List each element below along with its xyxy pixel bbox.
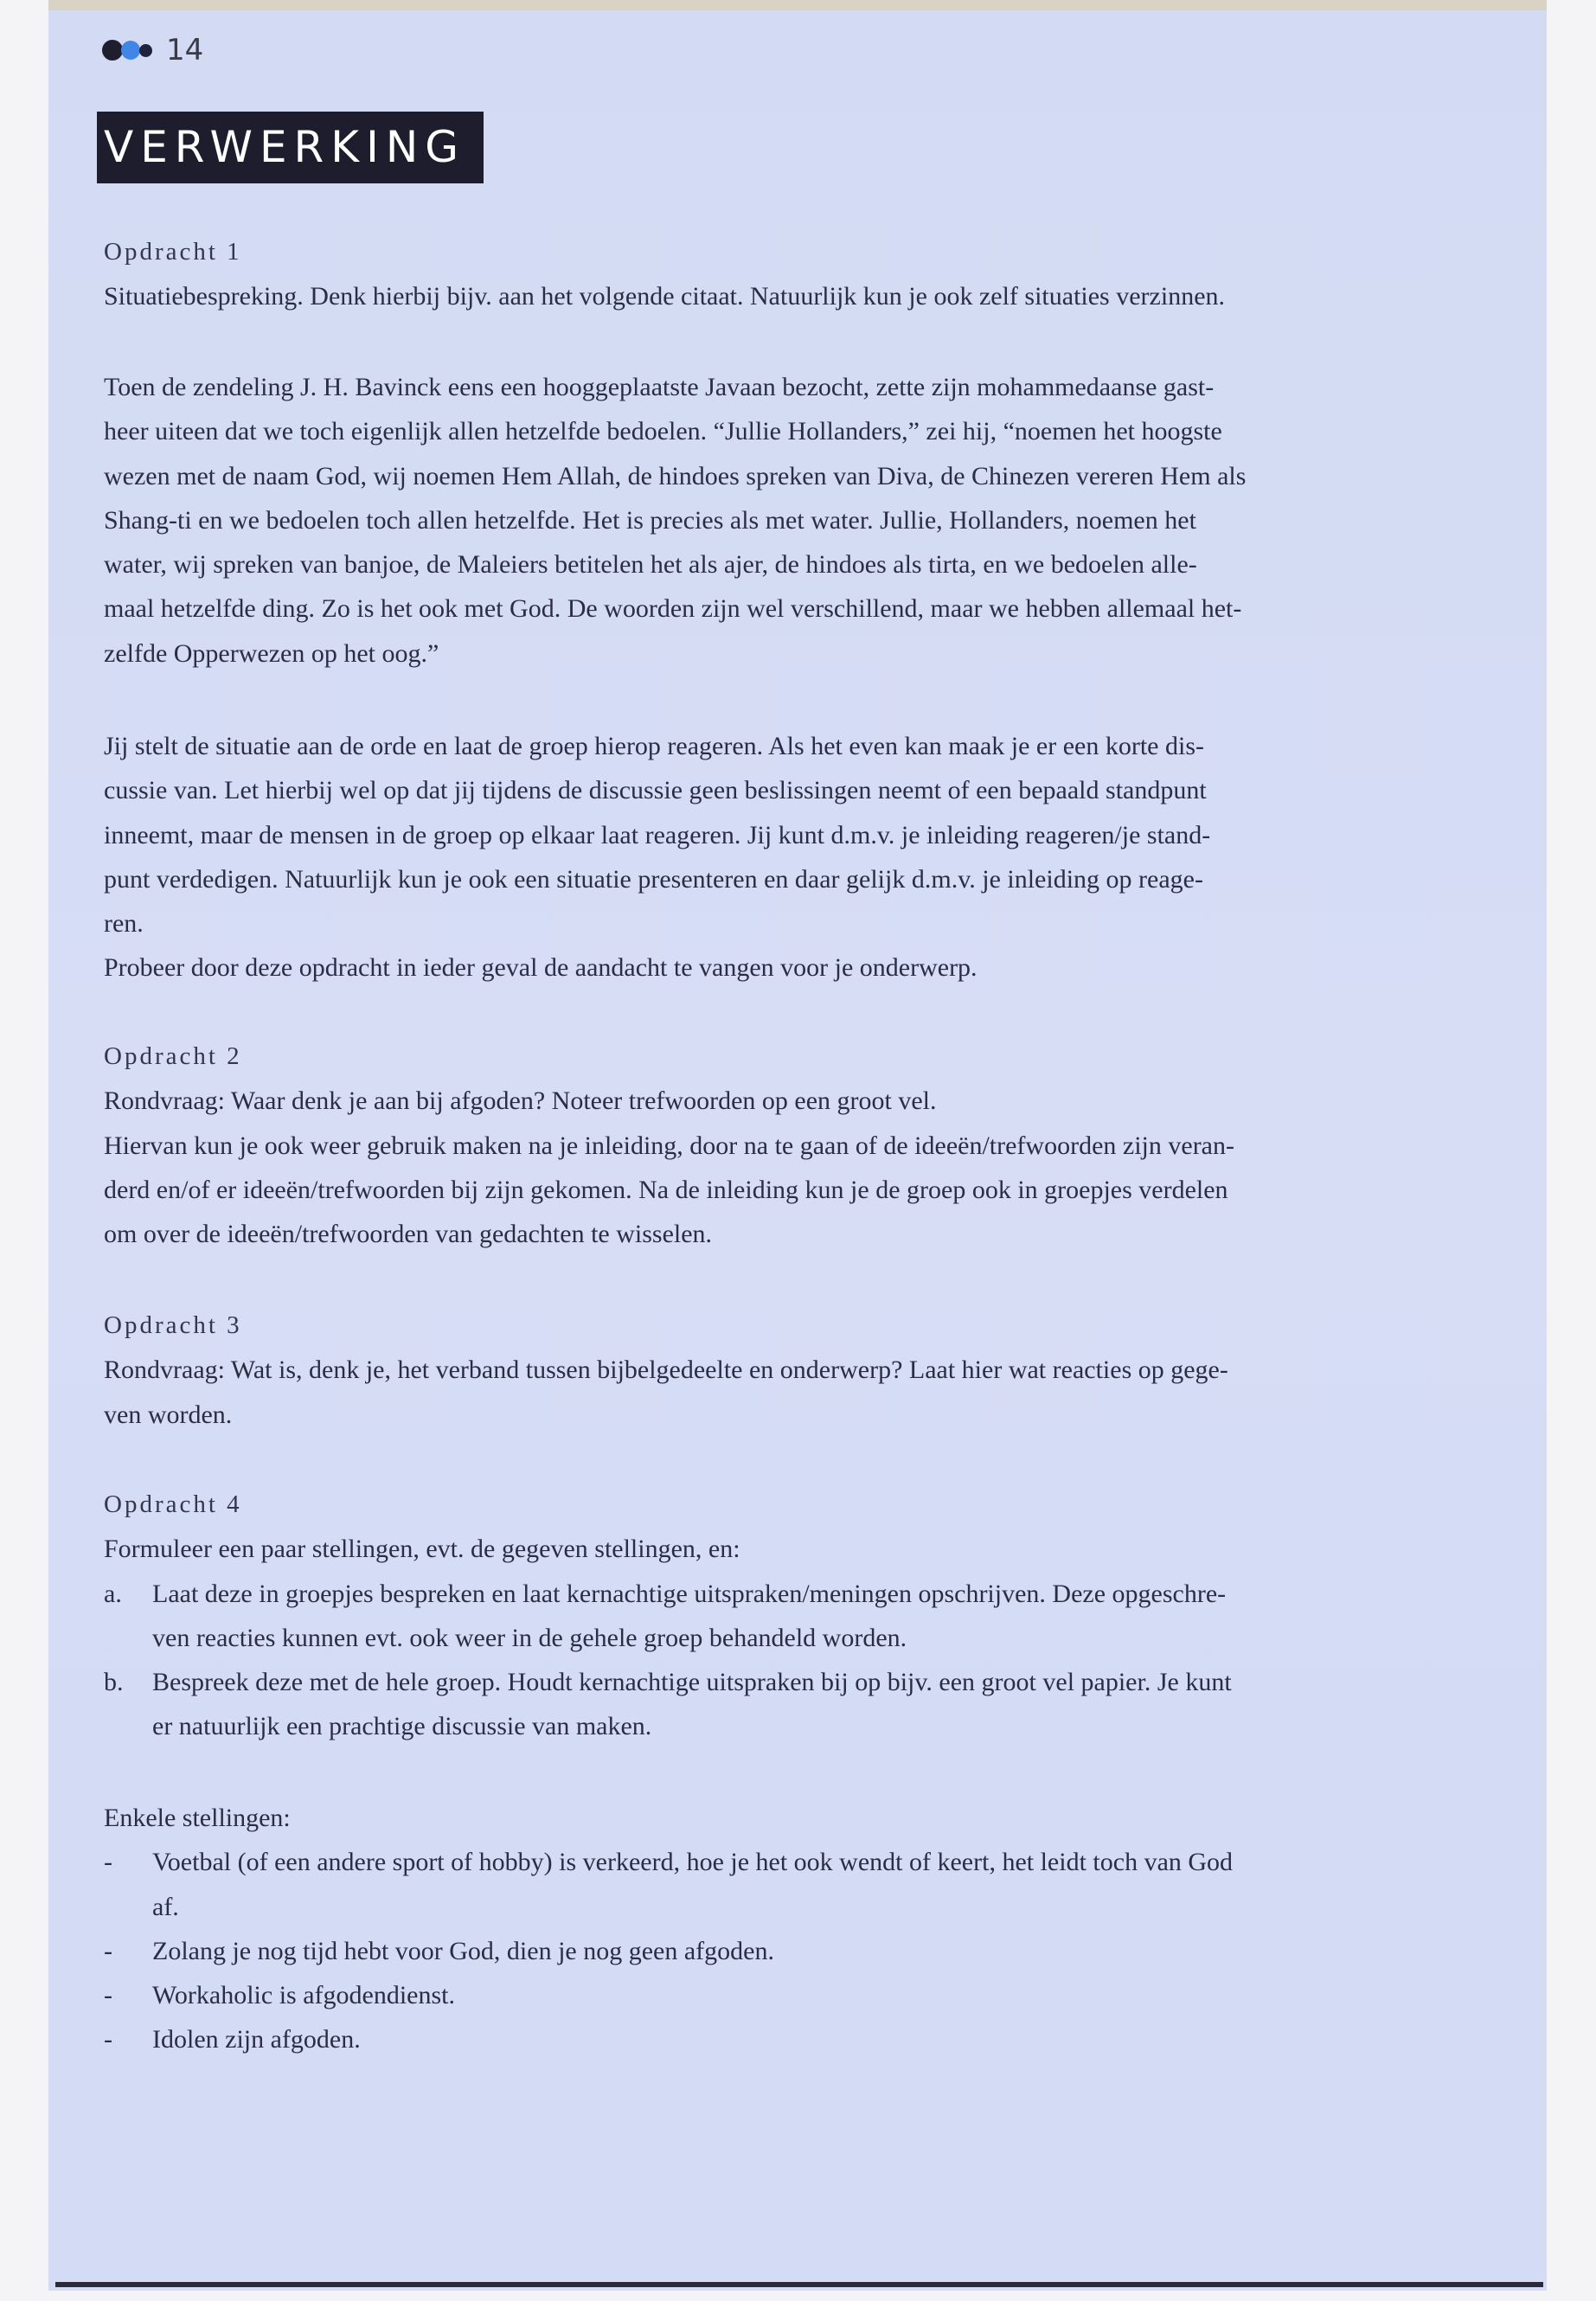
- text-line: Idolen zijn afgoden.: [152, 2025, 361, 2054]
- text-line: om over de ideeën/trefwoorden van gedachten te wisselen.: [104, 1220, 713, 1249]
- text-line: punt verdedigen. Natuurlijk kun je ook een situatie presenteren en daar gelijk d.m.v. je inleiding op reage-: [104, 864, 1203, 894]
- list-marker: b.: [104, 1668, 124, 1697]
- dot-icon: [121, 41, 140, 60]
- opdracht-2: [104, 1035, 1471, 1256]
- text-line: cussie van. Let hierbij wel op dat jij tijdens de discussie geen beslissingen neemt of een bepaald standpunt: [104, 776, 1207, 805]
- page-bottom-edge: [55, 2282, 1543, 2287]
- dot-icon: [102, 40, 123, 61]
- opdracht-heading: Opdracht 4: [104, 1490, 242, 1518]
- opdracht-intro: Situatiebespreking. Denk hierbij bijv. aan het volgende citaat. Natuurlijk kun je ook zelf situaties verzinnen.: [104, 282, 1226, 311]
- stellingen-heading: Enkele stellingen:: [104, 1804, 291, 1832]
- text-line: Rondvraag: Waar denk je aan bij afgoden? Noteer trefwoorden op een groot vel.: [104, 1086, 937, 1116]
- list-marker: -: [104, 1981, 112, 2010]
- page-number: 14: [166, 33, 204, 67]
- text-line: zelfde Opperwezen op het oog.”: [104, 638, 439, 668]
- opdracht-1: [104, 230, 1471, 319]
- text-line: Laat deze in groepjes bespreken en laat kernachtige uitspraken/meningen opschrijven. Deze opgeschre-: [152, 1579, 1227, 1608]
- text-line: Zolang je nog tijd hebt voor God, dien je nog geen afgoden.: [152, 1936, 774, 1965]
- text-line: ven worden.: [104, 1400, 233, 1429]
- text-line: Bespreek deze met de hele groep. Houdt kernachtige uitspraken bij op bijv. een groot vel papier. Je kunt: [152, 1668, 1232, 1697]
- text-line: er natuurlijk een prachtige discussie van maken.: [152, 1712, 652, 1741]
- dot-icon: [139, 44, 152, 57]
- list-item: [104, 2017, 1471, 2061]
- quote: [104, 365, 1471, 676]
- text-line: heer uiteen dat we toch eigenlijk allen hetzelfde bedoelen. “Jullie Hollanders,” zei hij, “noemen het hoogste: [104, 417, 1222, 446]
- list-marker: -: [104, 1848, 112, 1877]
- text-line: Workaholic is afgodendienst.: [152, 1981, 455, 2010]
- opdracht-3: [104, 1304, 1471, 1437]
- text-line: Voetbal (of een andere sport of hobby) is verkeerd, hoe je het ook wendt of keert, het leidt toch van God: [152, 1848, 1234, 1877]
- opdracht-heading: Opdracht 2: [104, 1042, 242, 1070]
- opdracht-intro: Formuleer een paar stellingen, evt. de gegeven stellingen, en:: [104, 1535, 740, 1564]
- text-line: af.: [152, 1892, 179, 1921]
- opdracht-4: [104, 1483, 1471, 1749]
- text-line: derd en/of er ideeën/trefwoorden bij zijn gekomen. Na de inleiding kun je de groep ook in groepjes verdelen: [104, 1175, 1228, 1204]
- list-marker: -: [104, 2025, 112, 2054]
- list-item: [104, 1973, 1471, 2017]
- text-line: water, wij spreken van banjoe, de Maleiers betitelen het als ajer, de hindoes als tirta, en we bedoelen alle-: [104, 550, 1197, 580]
- section-title: VERWERKING: [97, 112, 484, 183]
- list-item: [104, 1840, 1471, 1929]
- list-item: [104, 1572, 1471, 1661]
- opdracht-1-body: [104, 724, 1471, 990]
- text-line: Shang-ti en we bedoelen toch allen hetzelfde. Het is precies als met water. Jullie, Hollanders, noemen het: [104, 505, 1196, 535]
- text-line: Toen de zendeling J. H. Bavinck eens een hooggeplaatste Javaan bezocht, zette zijn mohammedaanse gast-: [104, 373, 1215, 401]
- opdracht-heading: Opdracht 3: [104, 1311, 242, 1339]
- list-item: [104, 1660, 1471, 1749]
- page-number-header: [102, 33, 203, 67]
- text-line: Jij stelt de situatie aan de orde en laat de groep hierop reageren. Als het even kan maak je er een korte dis-: [104, 732, 1204, 760]
- stellingen: [104, 1796, 1471, 2062]
- list-marker: -: [104, 1936, 112, 1965]
- text-line: ren.: [104, 909, 144, 939]
- text-line: wezen met de naam God, wij noemen Hem Allah, de hindoes spreken van Diva, de Chinezen vereren Hem als: [104, 461, 1247, 490]
- text-line: Hiervan kun je ook weer gebruik maken na je inleiding, door na te gaan of de ideeën/trefwoorden zijn veran-: [104, 1131, 1234, 1160]
- opdracht-heading: Opdracht 1: [104, 238, 242, 266]
- text-line: Rondvraag: Wat is, denk je, het verband tussen bijbelgedeelte en onderwerp? Laat hier wat reacties op gege-: [104, 1356, 1228, 1385]
- text-line: ven reacties kunnen evt. ook weer in de gehele groep behandeld worden.: [152, 1623, 907, 1652]
- page-top-edge: [48, 0, 1547, 10]
- text-line: Probeer door deze opdracht in ieder geval de aandacht te vangen voor je onderwerp.: [104, 953, 977, 983]
- text-line: inneemt, maar de mensen in de groep op elkaar laat reageren. Jij kunt d.m.v. je inleiding reageren/je stand-: [104, 820, 1211, 849]
- text-line: maal hetzelfde ding. Zo is het ook met God. De woorden zijn wel verschillend, maar we hebben allemaal het-: [104, 594, 1242, 624]
- list-marker: a.: [104, 1579, 122, 1608]
- list-item: [104, 1929, 1471, 1973]
